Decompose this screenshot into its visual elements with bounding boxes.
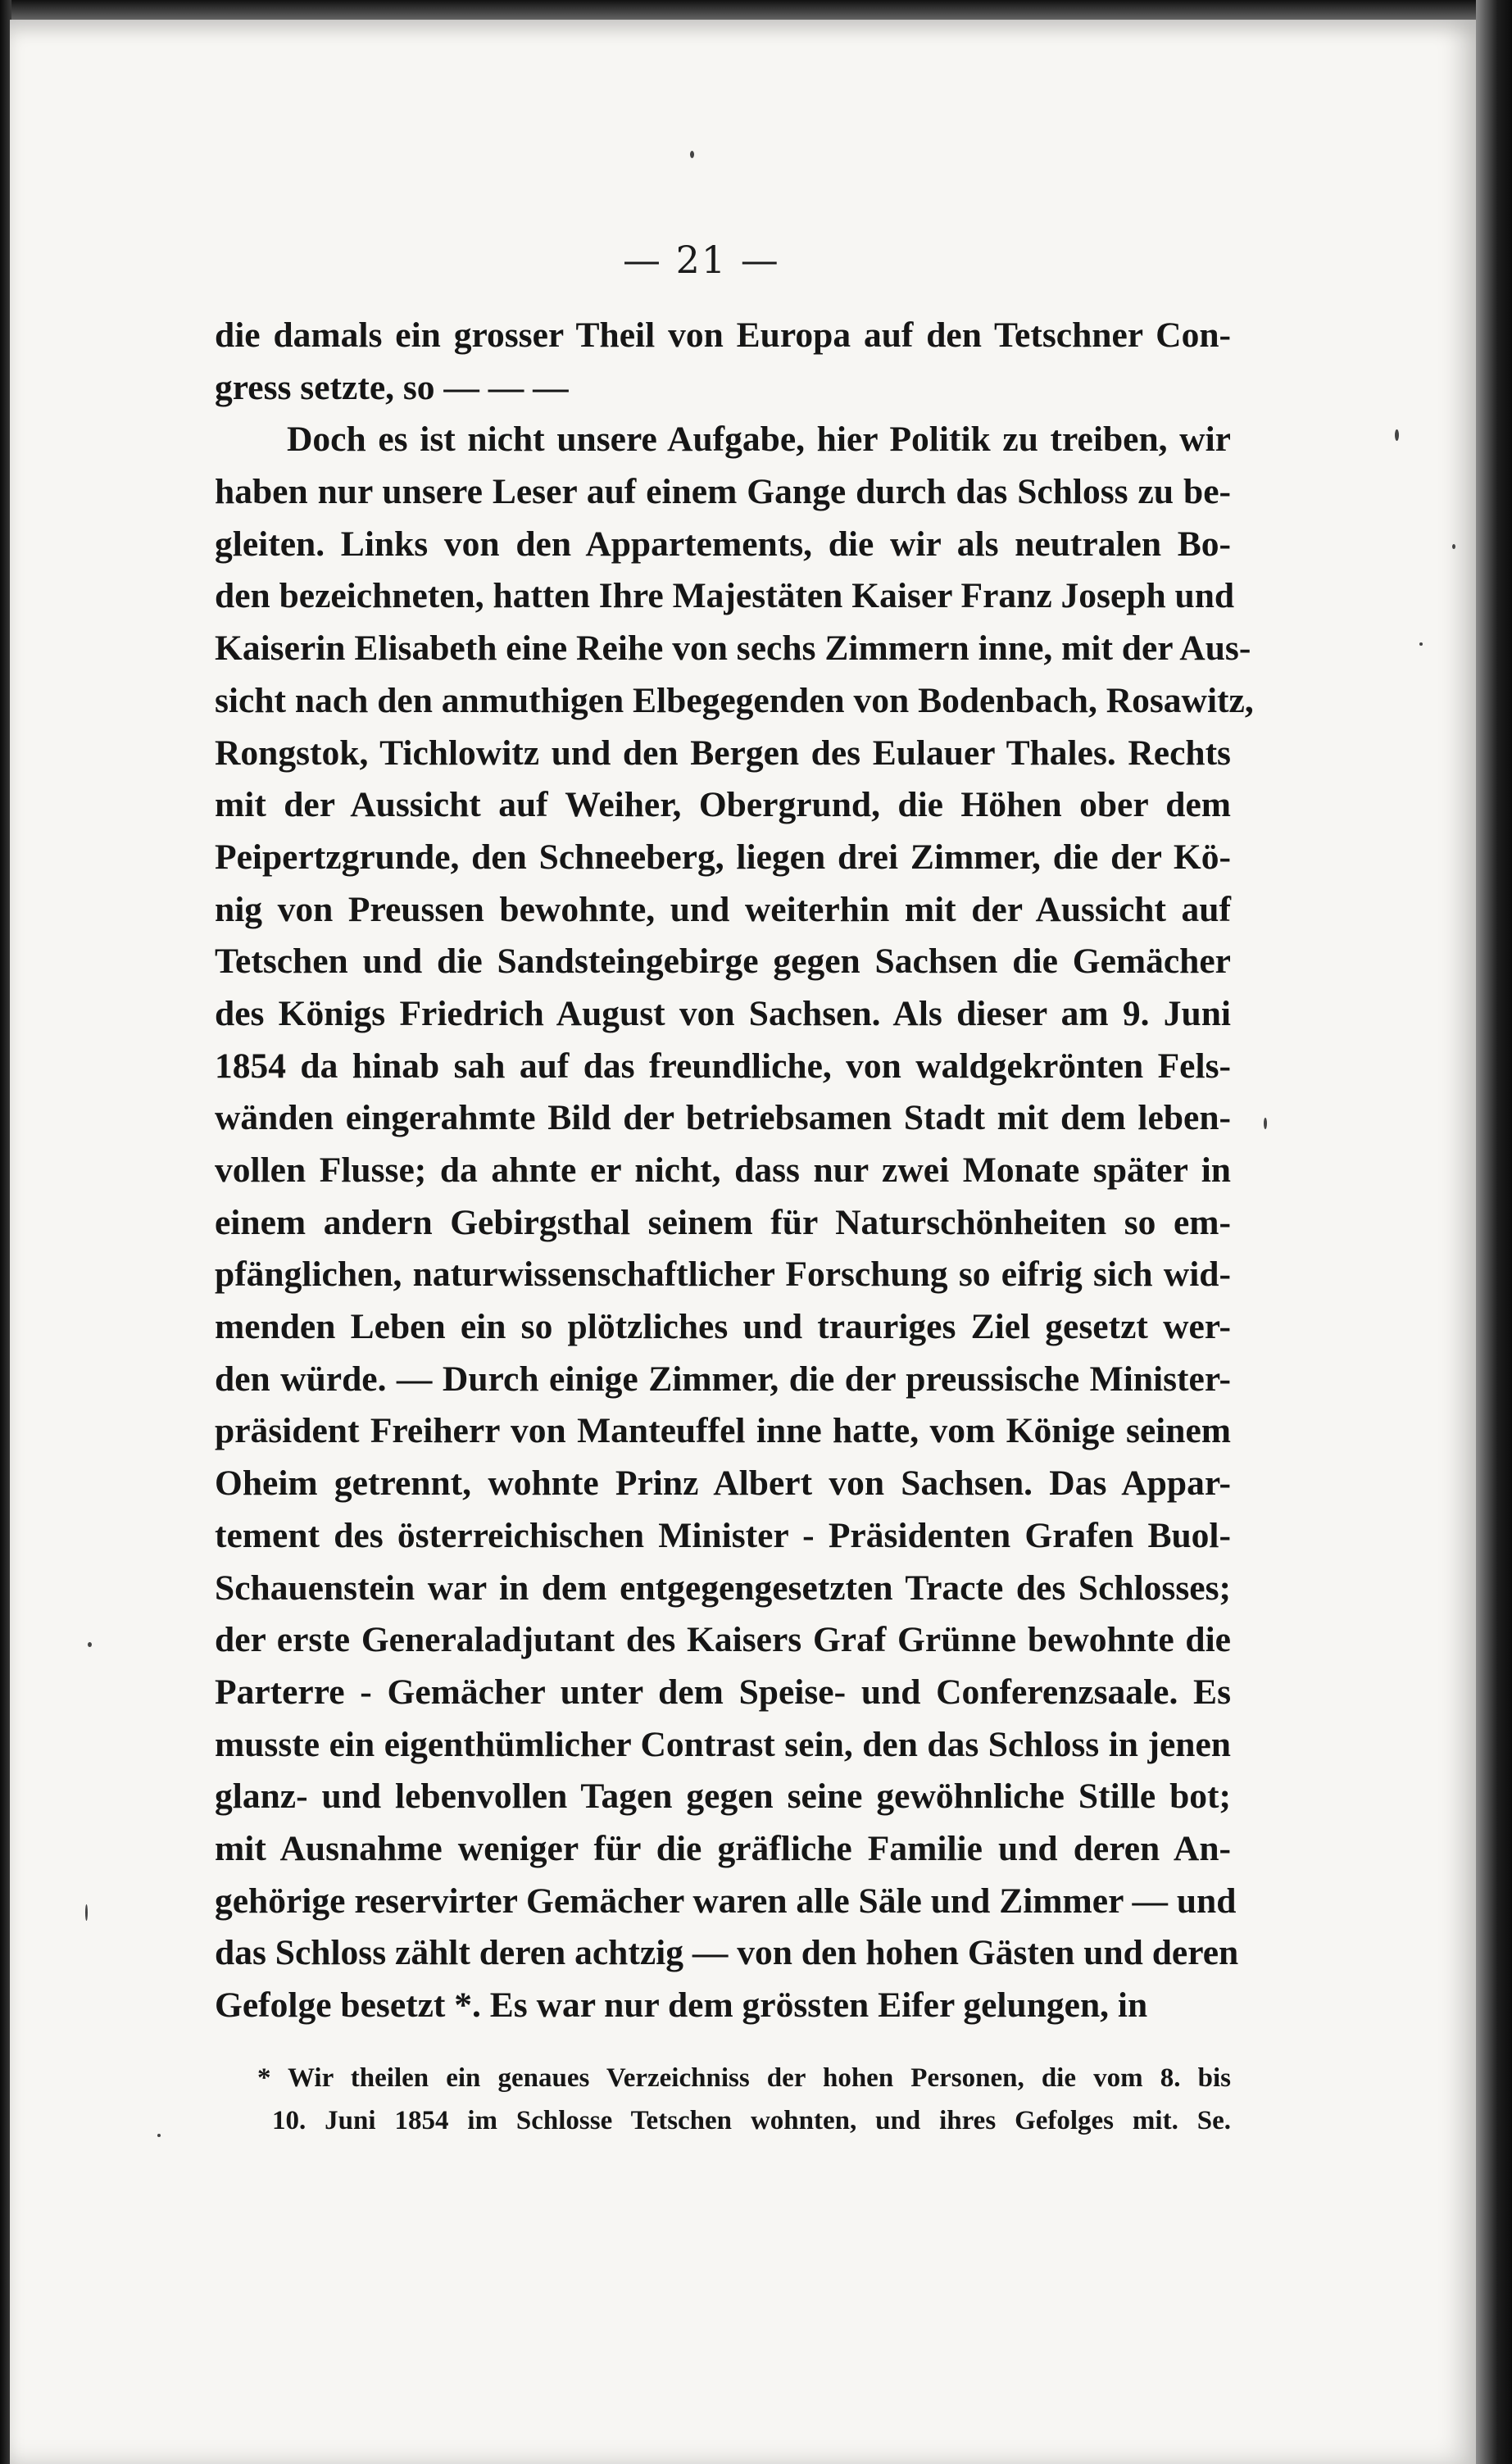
- text-line: das Schloss zählt deren achtzig — von den hohen Gästen und deren: [215, 1933, 1239, 1973]
- text-line: Tetschen und die Sandsteingebirge gegen Sachsen die Gemächer: [215, 942, 1231, 982]
- text-line: die damals ein grosser Theil von Europa auf den Tetschner Con-: [215, 315, 1231, 355]
- text-line: nig von Preussen bewohnte, und weiterhin mit der Aussicht auf: [215, 889, 1231, 929]
- footnote: [215, 2057, 1231, 2142]
- dust-speck: [1452, 544, 1455, 549]
- text-line: glanz- und lebenvollen Tagen gegen seine gewöhnliche Stille bot;: [215, 1777, 1231, 1817]
- text-line: Kaiserin Elisabeth eine Reihe von sechs Zimmern inne, mit der Aus-: [215, 628, 1251, 669]
- text-line: Schauenstein war in dem entgegengesetzten Tracte des Schlosses;: [215, 1568, 1231, 1608]
- text-line: Oheim getrennt, wohnte Prinz Albert von Sachsen. Das Appar-: [215, 1463, 1231, 1504]
- scan-edge-top: [0, 0, 1512, 21]
- text-line: haben nur unsere Leser auf einem Gange durch das Schloss zu be-: [215, 472, 1231, 512]
- dust-speck: [690, 151, 694, 158]
- text-line: menden Leben ein so plötzliches und trauriges Ziel gesetzt wer-: [215, 1307, 1231, 1347]
- text-line: Parterre - Gemächer unter dem Speise- und Conferenzsaale. Es: [215, 1672, 1231, 1712]
- text-line: einem andern Gebirgsthal seinem für Naturschönheiten so em-: [215, 1202, 1231, 1242]
- scan-edge-right: [1476, 0, 1512, 2464]
- text-line: 1854 da hinab sah auf das freundliche, von waldgekrönten Fels-: [215, 1046, 1231, 1086]
- footnote-line: 10. Juni 1854 im Schlosse Tetschen wohnten, und ihres Gefolges mit. Se.: [272, 2106, 1231, 2135]
- text-line: des Königs Friedrich August von Sachsen. Als dieser am 9. Juni: [215, 993, 1231, 1033]
- text-line: der erste Generaladjutant des Kaisers Graf Grünne bewohnte die: [215, 1620, 1231, 1660]
- text-line: Rongstok, Tichlowitz und den Bergen des Eulauer Thales. Rechts: [215, 733, 1231, 773]
- page-number: — 21 —: [623, 238, 780, 282]
- body-text: [215, 310, 1254, 2032]
- text-line: gress setzte, so — — —: [215, 367, 569, 407]
- dust-speck: [1264, 1118, 1267, 1129]
- text-line: musste ein eigenthümlicher Contrast sein, den das Schloss in jenen: [215, 1724, 1231, 1764]
- text-line: den bezeichneten, hatten Ihre Majestäten Kaiser Franz Joseph und: [215, 576, 1235, 616]
- text-line: Peipertzgrunde, den Schneeberg, liegen drei Zimmer, die der Kö-: [215, 837, 1231, 877]
- text-line: sicht nach den anmuthigen Elbegegenden von Bodenbach, Rosawitz,: [215, 680, 1254, 720]
- text-line: gleiten. Links von den Appartements, die wir als neutralen Bo-: [215, 524, 1231, 564]
- text-line: mit Ausnahme weniger für die gräfliche Familie und deren An-: [215, 1828, 1231, 1868]
- text-line: wänden eingerahmte Bild der betriebsamen Stadt mit dem leben-: [215, 1098, 1231, 1138]
- text-line: Doch es ist nicht unsere Aufgabe, hier Politik zu treiben, wir: [287, 420, 1231, 460]
- dust-speck: [1395, 429, 1399, 441]
- text-line: Gefolge besetzt *. Es war nur dem grössten Eifer gelungen, in: [215, 1985, 1148, 2025]
- footnote-line: * Wir theilen ein genaues Verzeichniss der hohen Personen, die vom 8. bis: [257, 2063, 1231, 2093]
- text-line: gehörige reservirter Gemächer waren alle Säle und Zimmer — und: [215, 1881, 1237, 1921]
- text-line: mit der Aussicht auf Weiher, Obergrund, die Höhen ober dem: [215, 785, 1231, 825]
- text-line: vollen Flusse; da ahnte er nicht, dass nur zwei Monate später in: [215, 1150, 1231, 1190]
- dust-speck: [157, 2134, 161, 2137]
- dust-speck: [1419, 642, 1423, 646]
- text-line: präsident Freiherr von Manteuffel inne hatte, vom Könige seinem: [215, 1411, 1231, 1451]
- text-line: den würde. — Durch einige Zimmer, die der preussische Minister-: [215, 1359, 1231, 1399]
- dust-speck: [85, 1904, 88, 1921]
- text-line: tement des österreichischen Minister - Präsidenten Grafen Buol-: [215, 1515, 1231, 1555]
- dust-speck: [88, 1642, 92, 1647]
- text-line: pfänglichen, naturwissenschaftlicher Forschung so eifrig sich wid-: [215, 1255, 1231, 1295]
